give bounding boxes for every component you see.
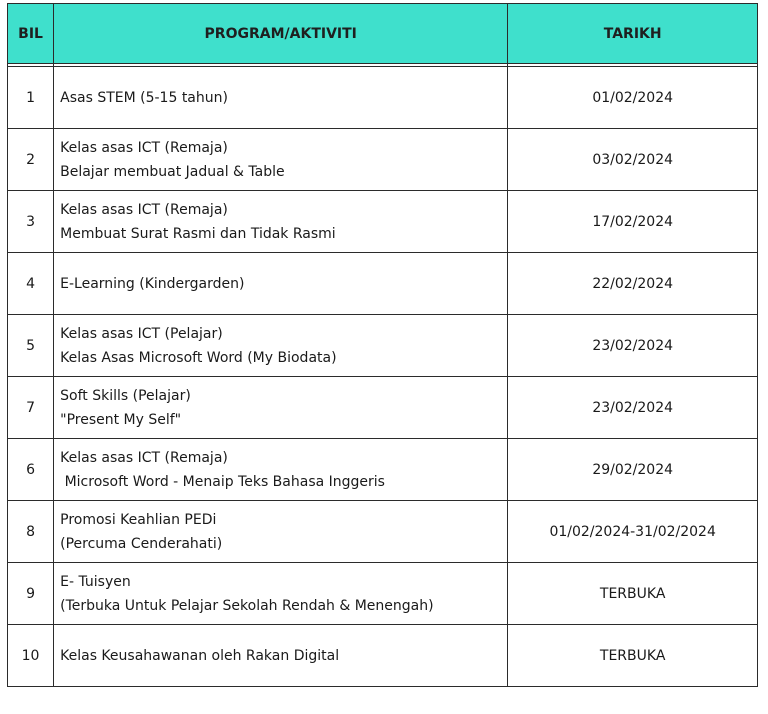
date-cell: 01/02/2024 [508,67,758,129]
row-number: 10 [7,625,54,687]
header-row [7,3,758,64]
header-program: PROGRAM/AKTIVITI [54,3,508,64]
date-cell: 17/02/2024 [508,191,758,253]
program-detail-line: Belajar membuat Jadual & Table [60,163,285,180]
program-cell [54,501,508,563]
program-line: Kelas asas ICT (Remaja) [60,201,228,218]
program-line: Kelas Keusahawanan oleh Rakan Digital [60,647,340,664]
date-cell: 22/02/2024 [508,253,758,315]
program-cell [54,253,508,315]
program-line: Kelas asas ICT (Remaja) [60,139,228,156]
program-detail-line: (Percuma Cenderahati) [60,535,223,552]
row-number: 7 [7,377,54,439]
table-row [7,625,758,687]
program-cell [54,67,508,129]
program-line: Kelas asas ICT (Remaja) [60,449,228,466]
table-row [7,377,758,439]
program-detail-line: Membuat Surat Rasmi dan Tidak Rasmi [60,225,336,242]
program-line: Asas STEM (5-15 tahun) [60,89,228,106]
program-detail-line: Microsoft Word - Menaip Teks Bahasa Inggeris [60,473,385,490]
date-cell: 23/02/2024 [508,377,758,439]
table-row [7,129,758,191]
program-detail-line: "Present My Self" [60,411,182,428]
program-detail-line: Kelas Asas Microsoft Word (My Biodata) [60,349,337,366]
program-line: Kelas asas ICT (Pelajar) [60,325,223,342]
date-cell: TERBUKA [508,625,758,687]
program-cell [54,439,508,501]
table-row [7,501,758,563]
table-row [7,191,758,253]
program-line: Soft Skills (Pelajar) [60,387,191,404]
table-row [7,439,758,501]
program-line: E-Learning (Kindergarden) [60,275,245,292]
program-cell [54,191,508,253]
program-cell [54,377,508,439]
row-number: 3 [7,191,54,253]
date-cell: TERBUKA [508,563,758,625]
row-number: 6 [7,439,54,501]
table-row [7,253,758,315]
program-line: Promosi Keahlian PEDi [60,511,217,528]
table-row [7,67,758,129]
date-cell: 01/02/2024-31/02/2024 [508,501,758,563]
date-cell: 03/02/2024 [508,129,758,191]
schedule-table [7,3,758,687]
header-tarikh: TARIKH [508,3,758,64]
program-cell [54,625,508,687]
date-cell: 23/02/2024 [508,315,758,377]
row-number: 2 [7,129,54,191]
table-row [7,315,758,377]
program-detail-line: (Terbuka Untuk Pelajar Sekolah Rendah & Menengah) [60,597,434,614]
row-number: 5 [7,315,54,377]
program-cell [54,129,508,191]
table-row [7,563,758,625]
program-line: E- Tuisyen [60,573,131,590]
program-cell [54,315,508,377]
row-number: 8 [7,501,54,563]
row-number: 4 [7,253,54,315]
program-cell [54,563,508,625]
row-number: 9 [7,563,54,625]
date-cell: 29/02/2024 [508,439,758,501]
row-number: 1 [7,67,54,129]
header-bil: BIL [7,3,54,64]
